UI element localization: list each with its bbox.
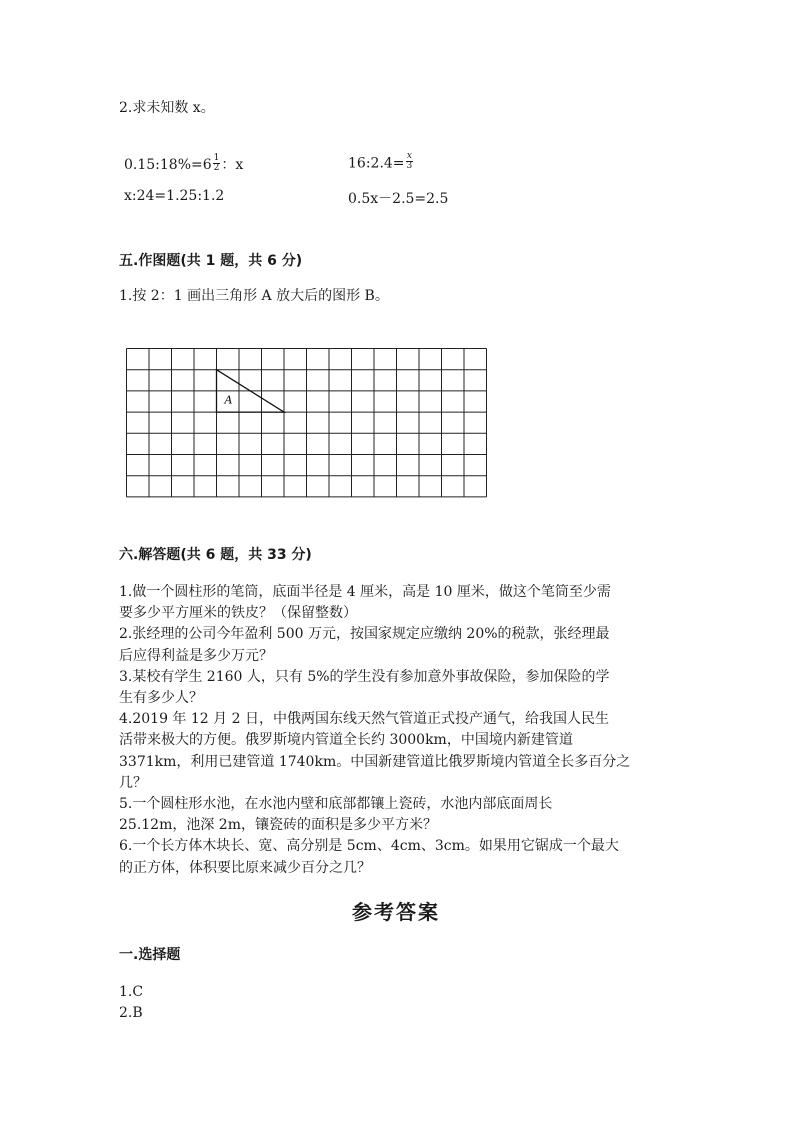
section-6-line: 活带来极大的方便。俄罗斯境内管道全长约 3000km，中国境内新建管道: [119, 732, 573, 749]
equation-2: [348, 151, 414, 173]
section-6-line: 2.张经理的公司今年盈利 500 万元，按国家规定应缴纳 20%的税款，张经理最: [119, 626, 610, 643]
section-6-line: 25.12m，池深 2m，镶瓷砖的面积是多少平方米？: [119, 817, 437, 834]
section-6-line: 生有多少人？: [119, 690, 203, 706]
section-6-line: 后应得利益是多少万元？: [119, 647, 273, 664]
fraction-numerator: 1: [213, 152, 220, 163]
section-6-line: 1.做一个圆柱形的笔筒，底面半径是 4 厘米，高是 10 厘米，做这个笔筒至少需: [119, 584, 611, 600]
fraction-numerator: x: [406, 151, 412, 161]
equation-2-fraction: [406, 152, 414, 171]
section-6-line: 3.某校有学生 2160 人，只有 5%的学生没有参加意外事故保险，参加保险的学: [119, 668, 610, 685]
section-5-title: 五.作图题(共 1 题，共 6 分): [119, 253, 303, 269]
section-5-question-1: 1.按 2：1 画出三角形 A 放大后的图形 B。: [119, 288, 389, 304]
answer-item-2: 2.B: [119, 1005, 143, 1021]
drawing-grid: [126, 348, 490, 500]
section-6-line: 几？: [119, 774, 147, 791]
section-6-line: 3371km，利用已建管道 1740km。中国新建管道比俄罗斯境内管道全长多百分之: [119, 753, 631, 770]
section-6-line: 6.一个长方体木块长、宽、高分别是 5cm、4cm、3cm。如果用它锯成一个最大: [119, 838, 619, 855]
answers-title: 参考答案: [352, 900, 440, 924]
section-6-line: 要多少平方厘米的铁皮？（保留整数）: [119, 605, 357, 622]
section-6-line: 的正方体，体积要比原来减少百分之几？: [119, 859, 371, 876]
equation-1-suffix: ：x: [221, 157, 244, 173]
equation-1: [124, 154, 243, 175]
equation-1-fraction: [213, 154, 221, 173]
equation-2-prefix: 16:2.4=: [348, 155, 405, 172]
triangle-a-label: A: [224, 393, 233, 407]
answer-item-1: 1.C: [119, 984, 144, 1000]
section-6-line: 5.一个圆柱形水池，在水池内壁和底部都镶上瓷砖，水池内部底面周长: [119, 796, 553, 812]
question-2-heading: 2.求未知数 x。: [119, 100, 215, 116]
fraction-denominator: 2: [213, 162, 220, 173]
section-6-title: 六.解答题(共 6 题，共 33 分): [119, 547, 312, 563]
equation-1-prefix: 0.15:18%=6: [124, 157, 212, 173]
section-6-line: 4.2019 年 12 月 2 日，中俄两国东线天然气管道正式投产通气，给我国人民生: [119, 711, 609, 728]
answers-section-1-title: 一.选择题: [119, 947, 181, 963]
fraction-denominator: 3: [406, 161, 413, 171]
equation-4: 0.5x－2.5=2.5: [348, 191, 449, 207]
equation-3: x:24=1.25:1.2: [124, 188, 225, 204]
